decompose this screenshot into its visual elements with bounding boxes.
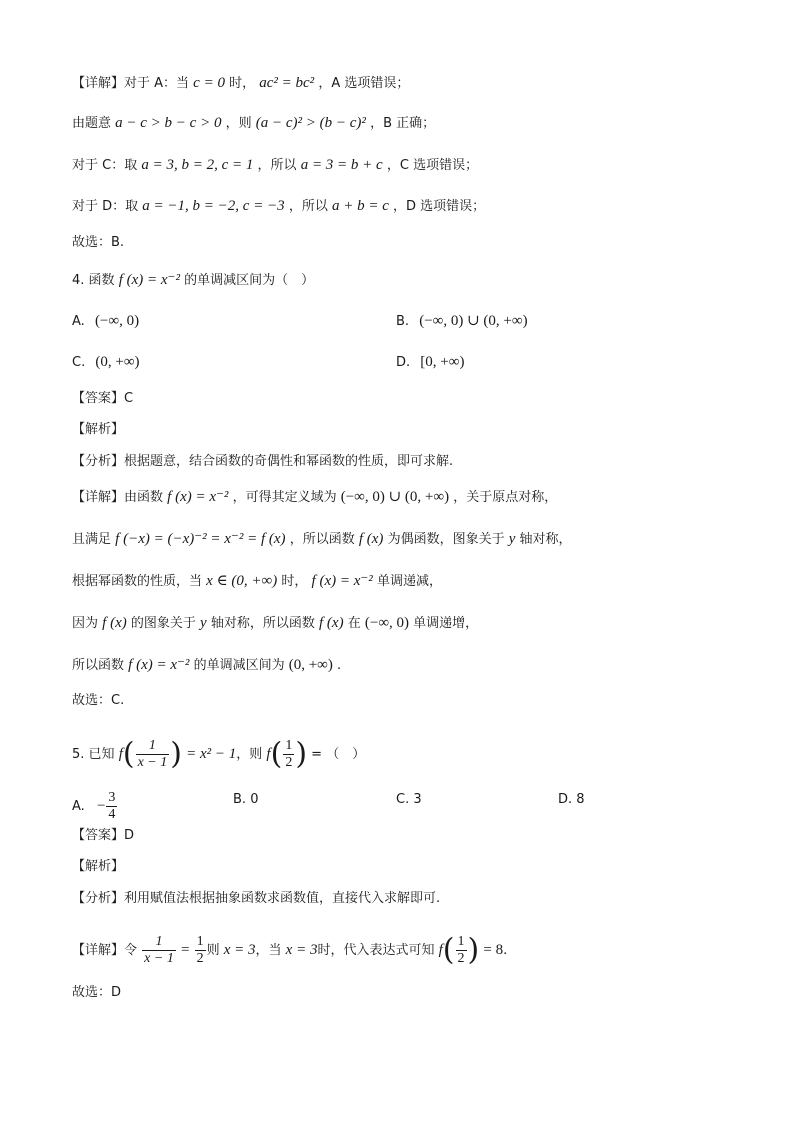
- paren-open: (: [442, 932, 455, 968]
- q4-conclusion: [72, 691, 124, 711]
- text: ，关于原点对称，: [453, 490, 558, 505]
- text: 时，: [281, 574, 308, 589]
- denominator: x − 1: [137, 755, 168, 770]
- q4-option-a: [72, 311, 139, 332]
- math: f (x): [319, 615, 344, 631]
- text: .: [503, 943, 508, 958]
- text: 的图象关于: [130, 616, 196, 631]
- text: ，则: [236, 747, 263, 762]
- math: f (x): [102, 615, 127, 631]
- fraction: [195, 934, 206, 967]
- math: y: [200, 615, 207, 631]
- text: 则: [206, 943, 220, 958]
- q4-option-b: [396, 311, 528, 332]
- q4-detail-4: [72, 613, 478, 634]
- q5-analysis-heading: [72, 857, 124, 877]
- text: 故选：D: [72, 985, 122, 1000]
- math: (a − c)² > (b − c)²: [255, 115, 366, 131]
- text: 所以函数: [72, 658, 125, 673]
- text: ，B 正确；: [370, 116, 436, 131]
- q4-option-d: [396, 352, 464, 373]
- detail-line-a: [72, 73, 409, 94]
- math: c = 0: [193, 75, 225, 91]
- q5-answer: [72, 826, 134, 846]
- text: ，可得其定义域为: [232, 490, 337, 505]
- math: a − c > b − c > 0: [115, 115, 222, 131]
- text: 【详解】由函数: [72, 490, 164, 505]
- heading: 【解析】: [72, 859, 125, 874]
- q5-option-d: [558, 790, 585, 810]
- math: f (x) = x⁻²: [118, 272, 180, 288]
- math: f: [438, 942, 443, 958]
- text: 因为: [72, 616, 99, 631]
- text: 对于 C：取: [72, 158, 138, 173]
- math: (−∞, 0) ∪ (0, +∞): [340, 489, 450, 505]
- math: a + b = c: [331, 198, 389, 214]
- option-label: B.: [233, 792, 247, 807]
- heading: 【解析】: [72, 422, 125, 437]
- question-4: [72, 270, 314, 291]
- answer-text: 【答案】C: [72, 391, 134, 406]
- math: = 8: [483, 942, 504, 958]
- text: 时，: [229, 76, 256, 91]
- paren-close: ): [295, 736, 308, 772]
- q4-detail-5: [72, 655, 341, 676]
- text: ，则: [225, 116, 252, 131]
- math: a = 3, b = 2, c = 1: [141, 157, 254, 173]
- q4-fenxi: [72, 452, 453, 472]
- math: f (x) = x⁻²: [167, 489, 229, 505]
- text: 对于 D：取: [72, 199, 139, 214]
- option-value: 0: [250, 792, 259, 807]
- math: f (x): [358, 531, 384, 547]
- text: 【详解】对于 A：当: [72, 76, 190, 91]
- option-label: C.: [396, 792, 410, 807]
- denominator: 4: [108, 807, 116, 822]
- text: 4. 函数: [72, 273, 115, 288]
- text: 故选：C.: [72, 693, 125, 708]
- math: f: [266, 746, 271, 762]
- detail-line-b: [72, 113, 435, 134]
- math: (−∞, 0): [364, 615, 410, 631]
- paren-open: (: [122, 736, 135, 772]
- answer-text: 【答案】D: [72, 828, 135, 843]
- text: ，所以函数: [289, 532, 355, 547]
- text: ，A 选项错误；: [318, 76, 410, 91]
- text: 且满足: [72, 532, 112, 547]
- q5-fenxi: [72, 889, 440, 909]
- text: 轴对称，所以函数: [210, 616, 315, 631]
- math: x = 3: [285, 942, 318, 958]
- text: 在: [347, 616, 361, 631]
- text: 故选：B.: [72, 235, 125, 250]
- q5-conclusion: [72, 983, 121, 1003]
- conclusion-b: [72, 233, 124, 253]
- text: .: [337, 658, 342, 673]
- q4-detail-2: [72, 529, 572, 550]
- math: f (x) = x⁻²: [128, 657, 190, 673]
- fraction: [106, 790, 117, 823]
- option-value: [0, +∞): [420, 354, 465, 370]
- numerator: 1: [136, 738, 170, 755]
- numerator: 1: [142, 934, 176, 951]
- option-value: (0, +∞): [95, 354, 140, 370]
- q4-detail-1: [72, 487, 557, 508]
- numerator: 1: [457, 934, 465, 949]
- option-label: B.: [396, 314, 410, 329]
- paren-close: ): [170, 736, 182, 772]
- option-label: A.: [72, 314, 85, 329]
- fraction: [136, 738, 170, 771]
- text: 【分析】根据题意，结合函数的奇偶性和幂函数的性质，即可求解.: [72, 454, 454, 469]
- fraction: [142, 934, 176, 967]
- text: 【详解】令: [72, 943, 138, 958]
- numerator: 3: [108, 790, 116, 805]
- text: 为偶函数，图象关于: [387, 532, 505, 547]
- text: 由题意: [72, 116, 112, 131]
- paren-close: ): [467, 932, 480, 968]
- numerator: 1: [285, 738, 293, 753]
- math: ac² = bc²: [259, 75, 315, 91]
- q4-analysis-heading: [72, 420, 124, 440]
- numerator: 1: [196, 934, 204, 949]
- q5-option-c: [396, 790, 422, 810]
- text: ，所以: [257, 158, 297, 173]
- math: x = 3: [223, 942, 256, 958]
- text: 根据幂函数的性质，当: [72, 574, 203, 589]
- q4-detail-3: [72, 571, 442, 592]
- q4-answer: [72, 389, 133, 409]
- math: =: [180, 942, 190, 958]
- detail-line-c: [72, 155, 478, 176]
- text: 的单调减区间为: [193, 658, 285, 673]
- denominator: 2: [196, 951, 204, 966]
- option-label: C.: [72, 355, 86, 370]
- math: = x² − 1: [186, 746, 237, 762]
- fraction: [283, 738, 294, 771]
- sign: −: [96, 798, 106, 814]
- math: f (x) = x⁻²: [311, 573, 373, 589]
- q5-option-a: [72, 790, 118, 823]
- text: = （ ）: [311, 747, 366, 762]
- q5-option-b: [233, 790, 258, 810]
- text: 的单调减区间为（ ）: [184, 273, 315, 288]
- text: 单调递增，: [413, 616, 479, 631]
- denominator: 2: [285, 755, 293, 770]
- option-value: 3: [413, 792, 422, 807]
- text: 【分析】利用赋值法根据抽象函数求函数值，直接代入求解即可.: [72, 891, 441, 906]
- option-label: D.: [558, 792, 573, 807]
- detail-line-d: [72, 196, 485, 217]
- fraction: [456, 934, 467, 967]
- text: 时，代入表达式可知: [317, 943, 435, 958]
- option-value: (−∞, 0) ∪ (0, +∞): [419, 313, 528, 329]
- math: a = 3 = b + c: [300, 157, 383, 173]
- option-label: A.: [72, 799, 85, 814]
- text: 轴对称，: [519, 532, 572, 547]
- denominator: 2: [457, 951, 465, 966]
- math: f (−x) = (−x)⁻² = x⁻² = f (x): [115, 531, 286, 547]
- text: ，C 选项错误；: [386, 158, 479, 173]
- text: ，所以: [288, 199, 328, 214]
- text: 单调递减，: [376, 574, 442, 589]
- option-label: D.: [396, 355, 411, 370]
- option-value: (−∞, 0): [94, 313, 140, 329]
- math: (0, +∞): [288, 657, 333, 673]
- math: x ∈ (0, +∞): [206, 573, 278, 589]
- q4-option-c: [72, 352, 140, 373]
- question-5: [72, 738, 365, 771]
- math: a = −1, b = −2, c = −3: [142, 198, 285, 214]
- option-value: 8: [576, 792, 585, 807]
- text: ，D 选项错误；: [393, 199, 486, 214]
- text: ，当: [255, 943, 282, 958]
- math: f: [118, 746, 123, 762]
- text: 5. 已知: [72, 747, 115, 762]
- q5-detail: [72, 934, 507, 967]
- math: y: [508, 531, 516, 547]
- denominator: x − 1: [144, 951, 174, 966]
- paren-open: (: [270, 736, 283, 772]
